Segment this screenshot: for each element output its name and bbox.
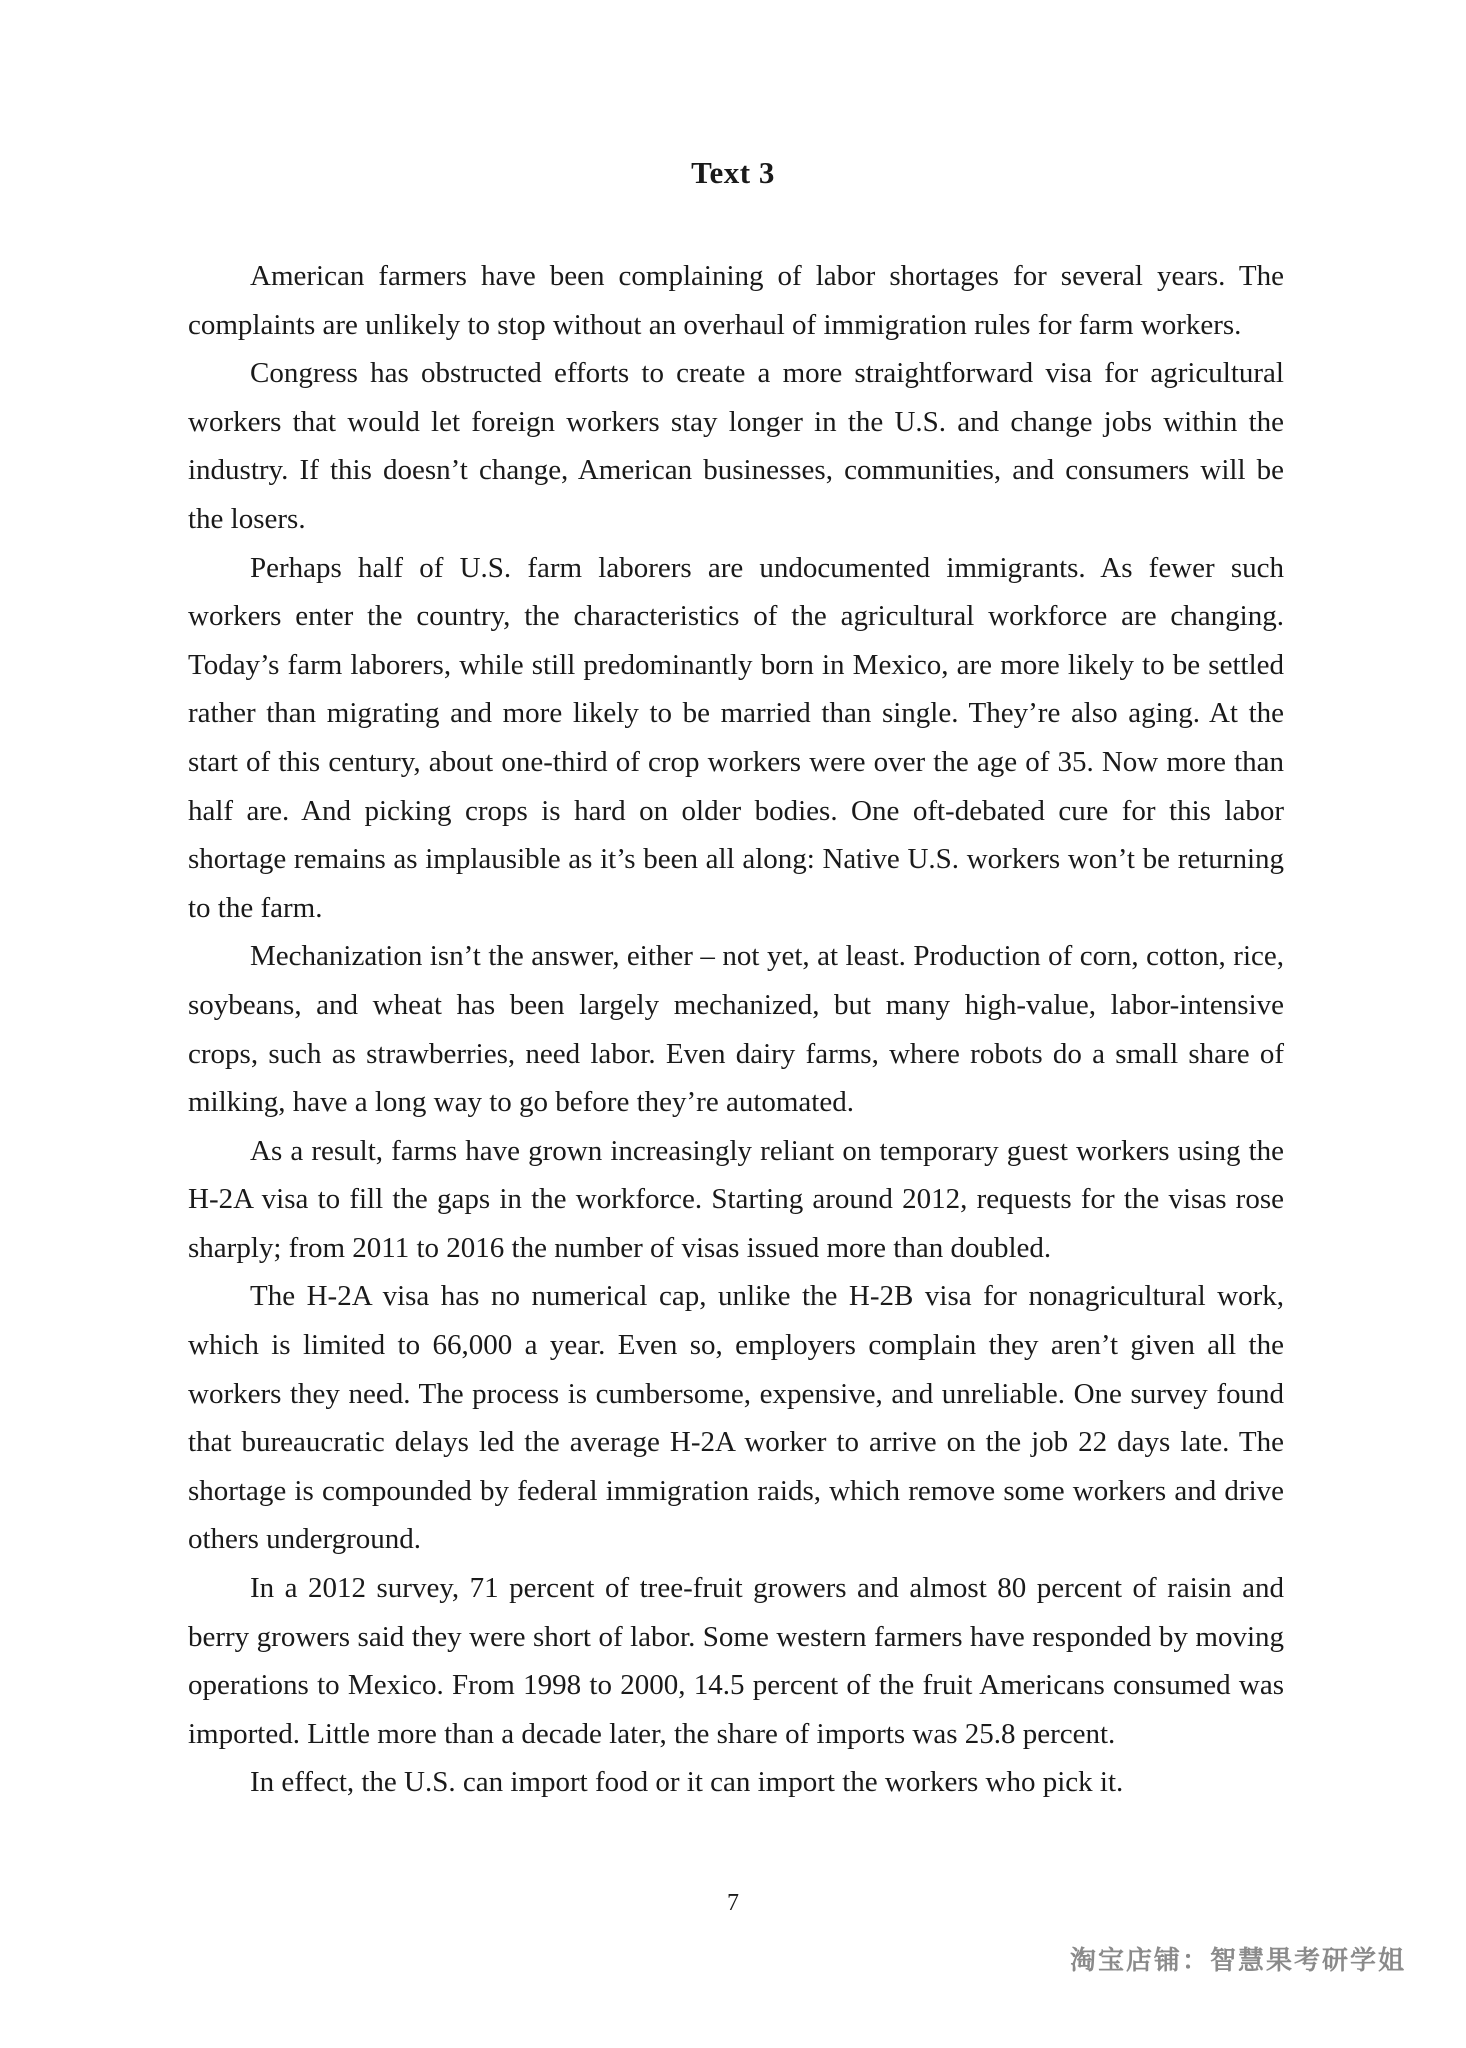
article-body [188,252,1284,1807]
store-watermark: 淘宝店铺：智慧果考研学姐 [1069,1946,1406,1976]
paragraph: Mechanization isn’t the answer, either – not yet, at least. Production of corn, cotton, rice, soybeans, and wheat has been largely mechanized, but many high-value, labor-intensive crops, such as strawberries, need labor. Even dairy farms, where robots do a small share of milking, have a long way to go before they’re automated. [188,940,1284,1119]
paragraph: American farmers have been complaining of labor shortages for several years. The complaints are unlikely to stop without an overhaul of immigration rules for farm workers. [188,260,1284,341]
page-title: Text 3 [691,155,775,190]
paragraph: In a 2012 survey, 71 percent of tree-fruit growers and almost 80 percent of raisin and berry growers said they were short of labor. Some western farmers have responded by moving operations to Mexico. From 1998 to 2000, 14.5 percent of the fruit Americans consumed was imported. Little more than a decade later, the share of imports was 25.8 percent. [188,1572,1284,1750]
paragraph: As a result, farms have grown increasingly reliant on temporary guest workers using the H-2A visa to fill the gaps in the workforce. Starting around 2012, requests for the visas rose sharply; from 2011 to 2016 the number of visas issued more than doubled. [188,1134,1284,1264]
paragraph: In effect, the U.S. can import food or it can import the workers who pick it. [250,1766,1124,1799]
page-number: 7 [727,1890,739,1916]
paragraph: Congress has obstructed efforts to create a more straightforward visa for agricultural workers that would let foreign workers stay longer in the U.S. and change jobs within the industry. If this doesn’t change, American businesses, communities, and consumers will be the losers. [188,357,1284,535]
paragraph: Perhaps half of U.S. farm laborers are undocumented immigrants. As fewer such workers enter the country, the characteristics of the agricultural workforce are changing. Today’s farm laborers, while still predominantly born in Mexico, are more likely to be settled rather than migrating and more likely to be married than single. They’re also aging. At the start of this century, about one-third of crop workers were over the age of 35. Now more than half are. And picking crops is hard on older bodies. One oft-debated cure for this labor shortage remains as implausible as it’s been all along: Native U.S. workers won’t be returning to the farm. [188,551,1284,924]
paragraph: The H-2A visa has no numerical cap, unlike the H-2B visa for nonagricultural work, which is limited to 66,000 a year. Even so, employers complain they aren’t given all the workers they need. The process is cumbersome, expensive, and unreliable. One survey found that bureaucratic delays led the average H-2A worker to arrive on the job 22 days late. The shortage is compounded by federal immigration raids, which remove some workers and drive others underground. [188,1280,1284,1556]
